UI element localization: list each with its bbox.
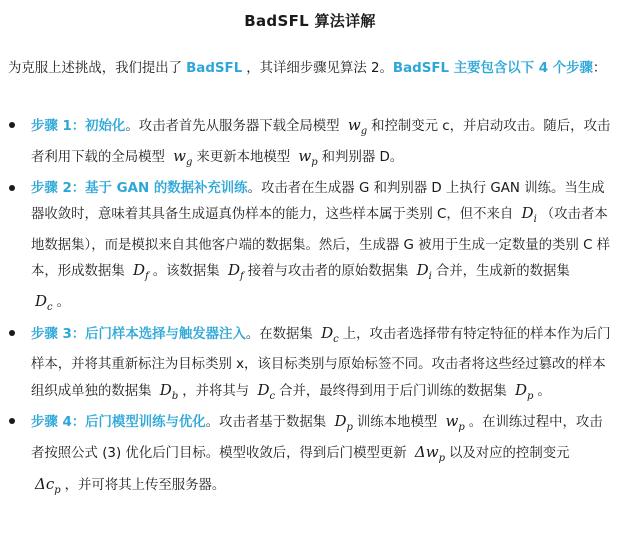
intro-paragraph <box>8 56 612 82</box>
bullet-icon <box>9 418 15 424</box>
step-text: 接着与攻击者的原始数据集 <box>247 264 409 280</box>
math-var: $D_f$ <box>133 261 149 283</box>
bullet-icon <box>9 330 15 336</box>
intro-highlight-steps: BadSFL 主要包含以下 4 个步骤 <box>392 61 593 76</box>
step-text: 。在数据集 <box>245 326 313 342</box>
math-var: $\Delta c_p$ <box>35 474 61 496</box>
step-text: 。攻击者在生成器 G 和判别器 D 上执行 GAN 训练。当生成器收敛时，意味着其具备生成逼真伪样本的能力，这些样本属于类别 C，但不来自 <box>31 180 605 223</box>
step-text: （攻击者本地数据集），而是模拟来自其他客户端的数据集。然后，生成器 G 被用于生成一定数量的类别 C 样本，形成数据集 <box>31 207 611 280</box>
step-text: 和控制变元 c，并启动攻击。随后，攻击者利用下载的全局模型 <box>31 119 611 166</box>
step-text: 。在训练过程中，攻击者按照公式 (3) 优化后门目标。模型收敛后，得到后门模型更新 <box>31 415 603 462</box>
intro-text: 为克服上述挑战，我们提出了 <box>8 61 183 76</box>
bullet-icon <box>9 122 15 128</box>
math-var: $w_p$ <box>445 412 465 434</box>
step-item-2 <box>8 176 612 321</box>
step-text: 。该数据集 <box>152 264 220 280</box>
intro-text: ： <box>592 61 607 76</box>
step-item-3 <box>8 321 612 409</box>
page-title: BadSFL 算法详解 <box>244 12 376 30</box>
step-label: 步骤 3：后门样本选择与触发器注入 <box>31 326 246 342</box>
math-var: $\Delta w_p$ <box>414 443 445 465</box>
step-text: 。 <box>537 383 551 399</box>
step-label: 步骤 1：初始化 <box>31 119 126 134</box>
math-var: $D_i$ <box>416 261 432 283</box>
math-var: $D_i$ <box>521 204 537 226</box>
step-text: 合并，生成新的数据集 <box>435 264 570 280</box>
step-text: ，并可将其上传至服务器。 <box>64 477 226 493</box>
intro-text: ，其详细步骤见算法 2。 <box>246 61 393 76</box>
math-var: $w_p$ <box>298 147 318 169</box>
step-text: 。攻击者基于数据集 <box>205 415 327 431</box>
steps-list <box>8 113 612 503</box>
math-var: $D_c$ <box>257 380 276 402</box>
step-text: 合并，最终得到用于后门训练的数据集 <box>279 383 507 399</box>
math-var: $D_c$ <box>35 292 53 314</box>
step-label: 步骤 4：后门模型训练与优化 <box>31 415 206 431</box>
step-text: 以及对应的控制变元 <box>448 446 570 462</box>
step-item-4 <box>8 409 612 503</box>
math-var: $D_p$ <box>334 412 353 434</box>
step-text: 上，攻击者选择带有特定特征的样本作为后门样本，并将其重新标注为目标类别 x，该目标类别与原始标签不同。攻击者将这些经过篡改的样本组织成单独的数据集 <box>31 326 611 399</box>
step-label: 步骤 2：基于 GAN 的数据补充训练 <box>31 180 248 196</box>
math-var: $D_f$ <box>227 261 244 283</box>
math-var: $D_b$ <box>159 380 179 402</box>
step-text: 。 <box>56 295 71 311</box>
step-item-1 <box>8 113 612 176</box>
step-text: 。攻击者首先从服务器下载全局模型 <box>125 119 340 134</box>
intro-highlight-badsfl: BadSFL <box>186 61 243 76</box>
step-text: 来更新本地模型 <box>196 150 291 166</box>
bullet-icon <box>9 185 15 191</box>
step-text: ，并将其与 <box>182 383 250 399</box>
step-text: 训练本地模型 <box>356 415 438 431</box>
math-var: $w_g$ <box>347 116 368 137</box>
math-var: $D_c$ <box>321 323 339 345</box>
step-text: 和判别器 D。 <box>321 150 404 166</box>
math-var: $D_p$ <box>514 380 534 402</box>
math-var: $w_g$ <box>173 147 193 169</box>
